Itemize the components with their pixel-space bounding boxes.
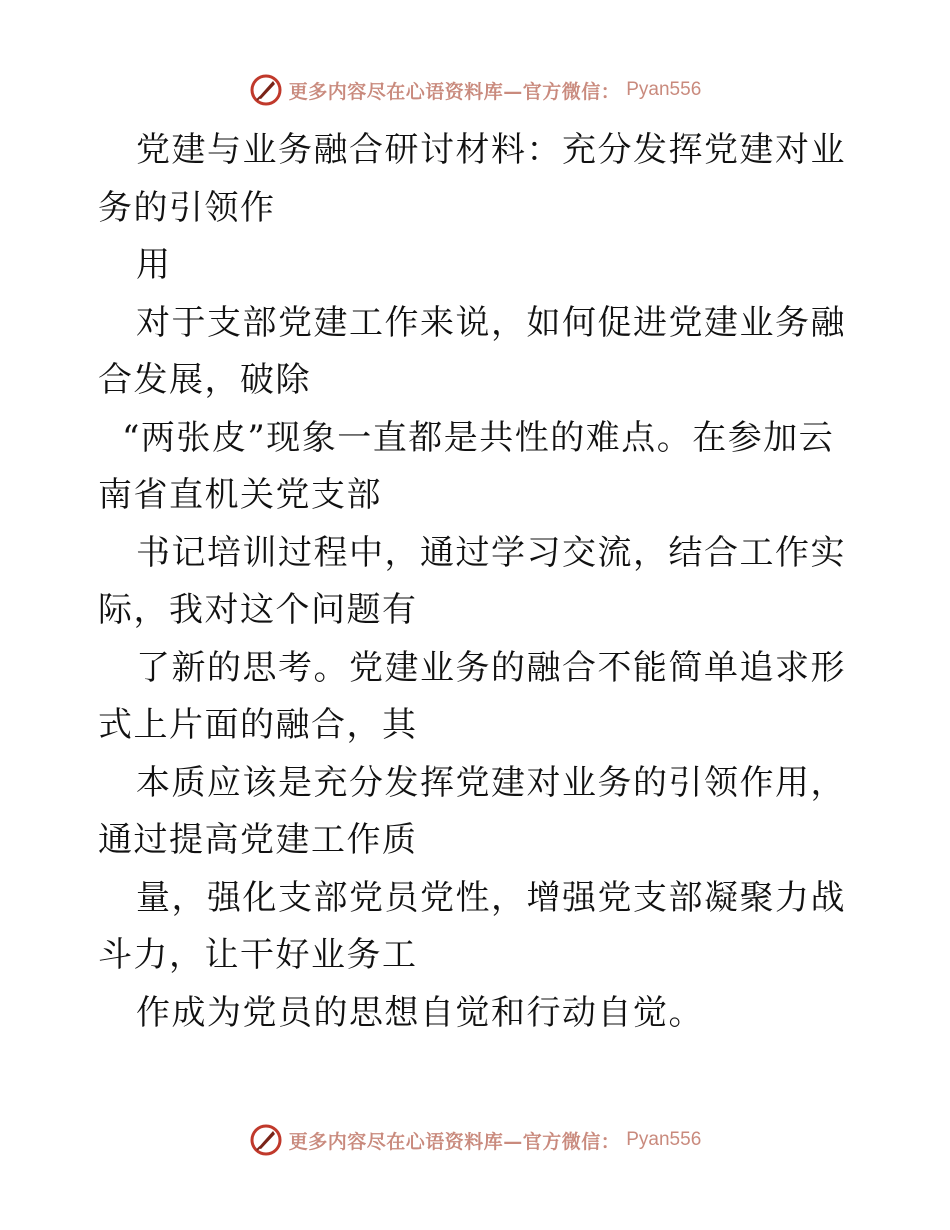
paragraph: “两张皮”现象一直都是共性的难点。在参加云南省直机关党支部 — [98, 417, 835, 515]
header-watermark — [0, 70, 950, 110]
paragraph: 作成为党员的思想自觉和行动自觉。 — [136, 992, 704, 1033]
paragraph: 党建与业务融合研讨材料：充分发挥党建对业务的引领作 — [98, 130, 846, 228]
paragraph: 用 — [136, 245, 172, 285]
paragraph: 书记培训过程中，通过学习交流，结合工作实际，我对这个问题有 — [98, 532, 846, 630]
quill-logo-icon — [249, 73, 283, 107]
paragraph: 量，强化支部党员党性，增强党支部凝聚力战斗力，让干好业务工 — [98, 877, 846, 975]
footer-watermark — [0, 1120, 950, 1160]
quill-logo-icon — [249, 1123, 283, 1157]
watermark-text: 更多内容尽在心语资料库—官方微信： — [288, 80, 621, 103]
paragraph: 本质应该是充分发挥党建对业务的引领作用，通过提高党建工作质 — [98, 762, 846, 860]
paragraph: 对于支部党建工作来说，如何促进党建业务融合发展，破除 — [98, 302, 846, 400]
document-body — [98, 122, 858, 1042]
watermark-wechat-id: Pyan556 — [626, 79, 702, 100]
watermark-text: 更多内容尽在心语资料库—官方微信： — [288, 1130, 621, 1153]
watermark-wechat-id: Pyan556 — [626, 1129, 702, 1150]
paragraph: 了新的思考。党建业务的融合不能简单追求形式上片面的融合，其 — [98, 647, 846, 745]
